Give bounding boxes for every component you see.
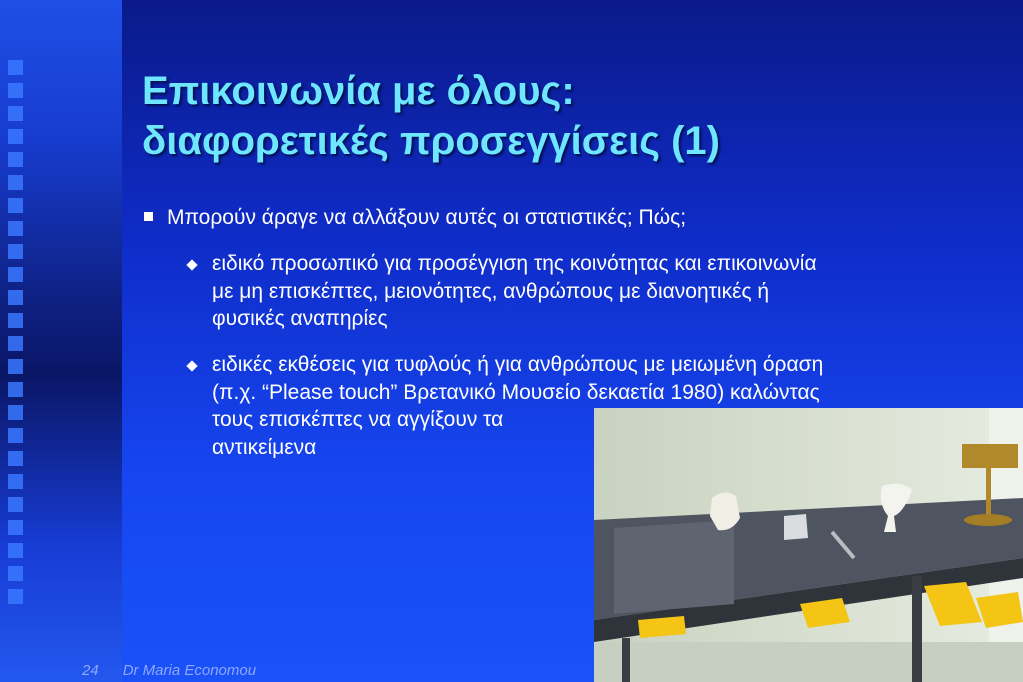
main-bullet xyxy=(144,204,686,232)
sub-bullet-1-line: με μη επισκέπτες, μειονότητες, ανθρώπους με διανοητικές ή xyxy=(212,279,770,303)
sub-bullet-1-line: ειδικό προσωπικό για προσέγγιση της κοινότητας και επικοινωνία xyxy=(212,252,817,275)
title-line-1: Επικοινωνία με όλους: xyxy=(142,69,575,113)
main-bullet-text: Μπορούν άραγε να αλλάξουν αυτές οι στατιστικές; Πώς; xyxy=(167,206,687,229)
slide-title xyxy=(142,66,1002,166)
museum-exhibit-photo xyxy=(594,408,1023,682)
sub-bullet-2-line: αντικείμενα xyxy=(212,435,317,459)
diamond-bullet-icon xyxy=(186,360,197,371)
decorative-squares xyxy=(8,60,28,612)
left-decoration-bar xyxy=(0,0,122,682)
sub-bullet-2-line: ειδικές εκθέσεις για τυφλούς ή για ανθρώπους με μειωμένη όραση xyxy=(212,353,824,376)
square-bullet-icon xyxy=(144,212,153,221)
slide-footer xyxy=(82,662,256,679)
sub-bullet-1-line: φυσικές αναπηρίες xyxy=(212,307,388,330)
title-line-2: διαφορετικές προσεγγίσεις (1) xyxy=(142,119,720,163)
diamond-bullet-icon xyxy=(186,259,197,270)
sub-bullet-2-line: τους επισκέπτες να αγγίξουν τα xyxy=(212,408,504,431)
sub-bullet-2-line: (π.χ. “Please touch” Βρετανικό Μουσείο δεκαετία 1980) καλώντας xyxy=(212,380,820,404)
author-name: Dr Maria Economou xyxy=(122,662,257,679)
page-number: 24 xyxy=(82,662,99,679)
